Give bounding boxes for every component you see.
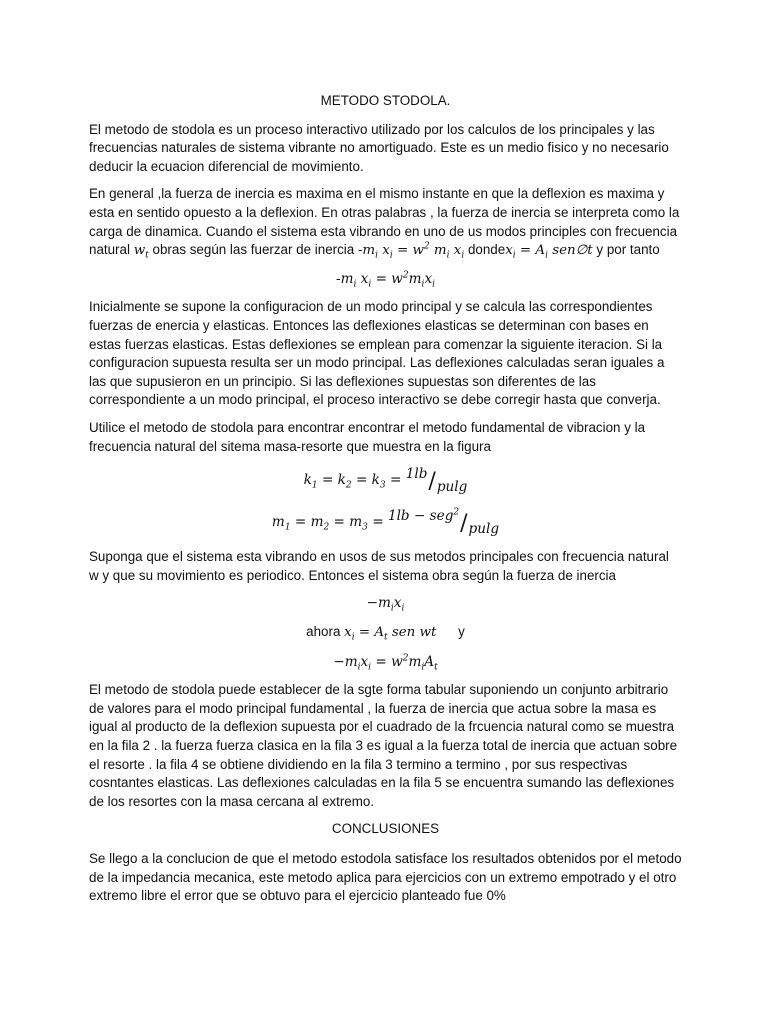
paragraph-inertia-text-a: En general ,la fuerza de inercia es maxima en el mismo instante en que la deflexion es maxima y esta en sentido opuesto a la deflexion. En otras palabras , la fuerza de inercia se interpreta como la carga de dinamica. Cuando el sistema esta vibrando en uno de us modos principles con frecuencia natural [89,186,680,258]
equation-inertia-force: $-m_ix_i$ [366,595,405,615]
equation-displacement-inline: $x_i = A_i$ sen∅t [505,243,593,261]
paragraph-conclusions: Se llego a la conclucion de que el metodo estodola satisface los resultados obtenidos por el metodo de la impedancia mecanica, este metodo aplica para ejercicios con un extremo empotrado y el otro extremo libre el error que se obtuvo para el ejercicio planteado fue 0% [89,851,682,904]
ahora-label: ahora [306,624,341,640]
equation-omega-t: $w_t$ [133,243,149,261]
document-title: METODO STODOLA. [320,93,451,108]
equation-inertia-amplitude: $-m_ix_i = w^2m_iA_t$ [333,653,438,673]
paragraph-tabular-method: El metodo de stodola puede establecer de la sgte forma tabular suponiendo un conjunto arbitrario de valores para el modo principal fundamental , la fuerza de inercia que actua sobre la masa es igual al producto de la deflexion supuesta por el cuadrado de la frcuencia natural como se muestra en la fila 2 . la fuerza fuerza clasica en la fila 3 es igual a la fuerza total de inercia que actuan sobre el resorte . la fila 4 se obtiene dividiendo en la fila 3 termino a termino , por sus respectivas cosntantes elasticas. Las deflexiones calculadas en la fila 5 se encuentra sumando las deflexiones de los resortes con la masa cercana al extremo. [89,682,678,809]
paragraph-inertia-text-d: y por tanto [596,242,660,258]
equation-inertia-centered: $-m_i$ $x_i = w^2m_ix_i$ [335,270,435,290]
paragraph-intro: El metodo de stodola es un proceso interactivo utilizado por los calculos de los principales y las frecuencias naturales de sistema vibrante no amortiguado. Este es un medio fisico y no necesario deducir la ecuacion diferencial de movimiento. [89,121,669,174]
paragraph-inertia-force [89,185,682,260]
equation-inertia-inline: $m_i$ $x_i = w^2$ $m_i$ $x_i$ [362,241,465,261]
equation-masses: $m_1 = m_2 = m_3 = 1lb - seg^2/pulg$ [271,507,500,537]
paragraph-assumption: Suponga que el sistema esta vibrando en usos de sus metodos principales con frecuencia natural w y que su movimiento es periodico. Entonces el sistema obra según la fuerza de inercia [89,549,669,583]
equation-displacement: $x_i = A_t$ sen wt [344,625,437,643]
paragraph-inertia-text-b: obras según las fuerzar de inercia - [152,242,363,258]
equation-ahora-line [89,623,682,643]
paragraph-problem: Utilice el metodo de stodola para encontrar encontrar el metodo fundamental de vibracion y la frecuencia natural del sitema masa-resorte que muestra en la figura [89,419,646,454]
paragraph-inertia-text-c: donde [467,242,506,258]
conclusions-heading: CONCLUSIONES [331,821,440,837]
paragraph-iteration: Inicialmente se supone la configuracion de un modo principal y se calcula las correspondientes fuerzas de enercia y elasticas. Entonces las deflexiones elasticas se determinan con bases en estas fuerzas elasticas. Estas deflexiones se emplean para comenzar la siguiente iteracion. Si la configuracion supuesta resulta ser un modo principal. Las deflexiones calculadas seran iguales a las que supusieron en un principio. Si las deflexiones supuestas son diferentes de las correspondiente a un modo principal, el proceso interactivo se debe corregir hasta que converja. [89,299,665,408]
equation-spring-constants: $k_1 = k_2 = k_3 = 1lb/pulg$ [303,466,468,496]
y-label: y [458,624,465,640]
